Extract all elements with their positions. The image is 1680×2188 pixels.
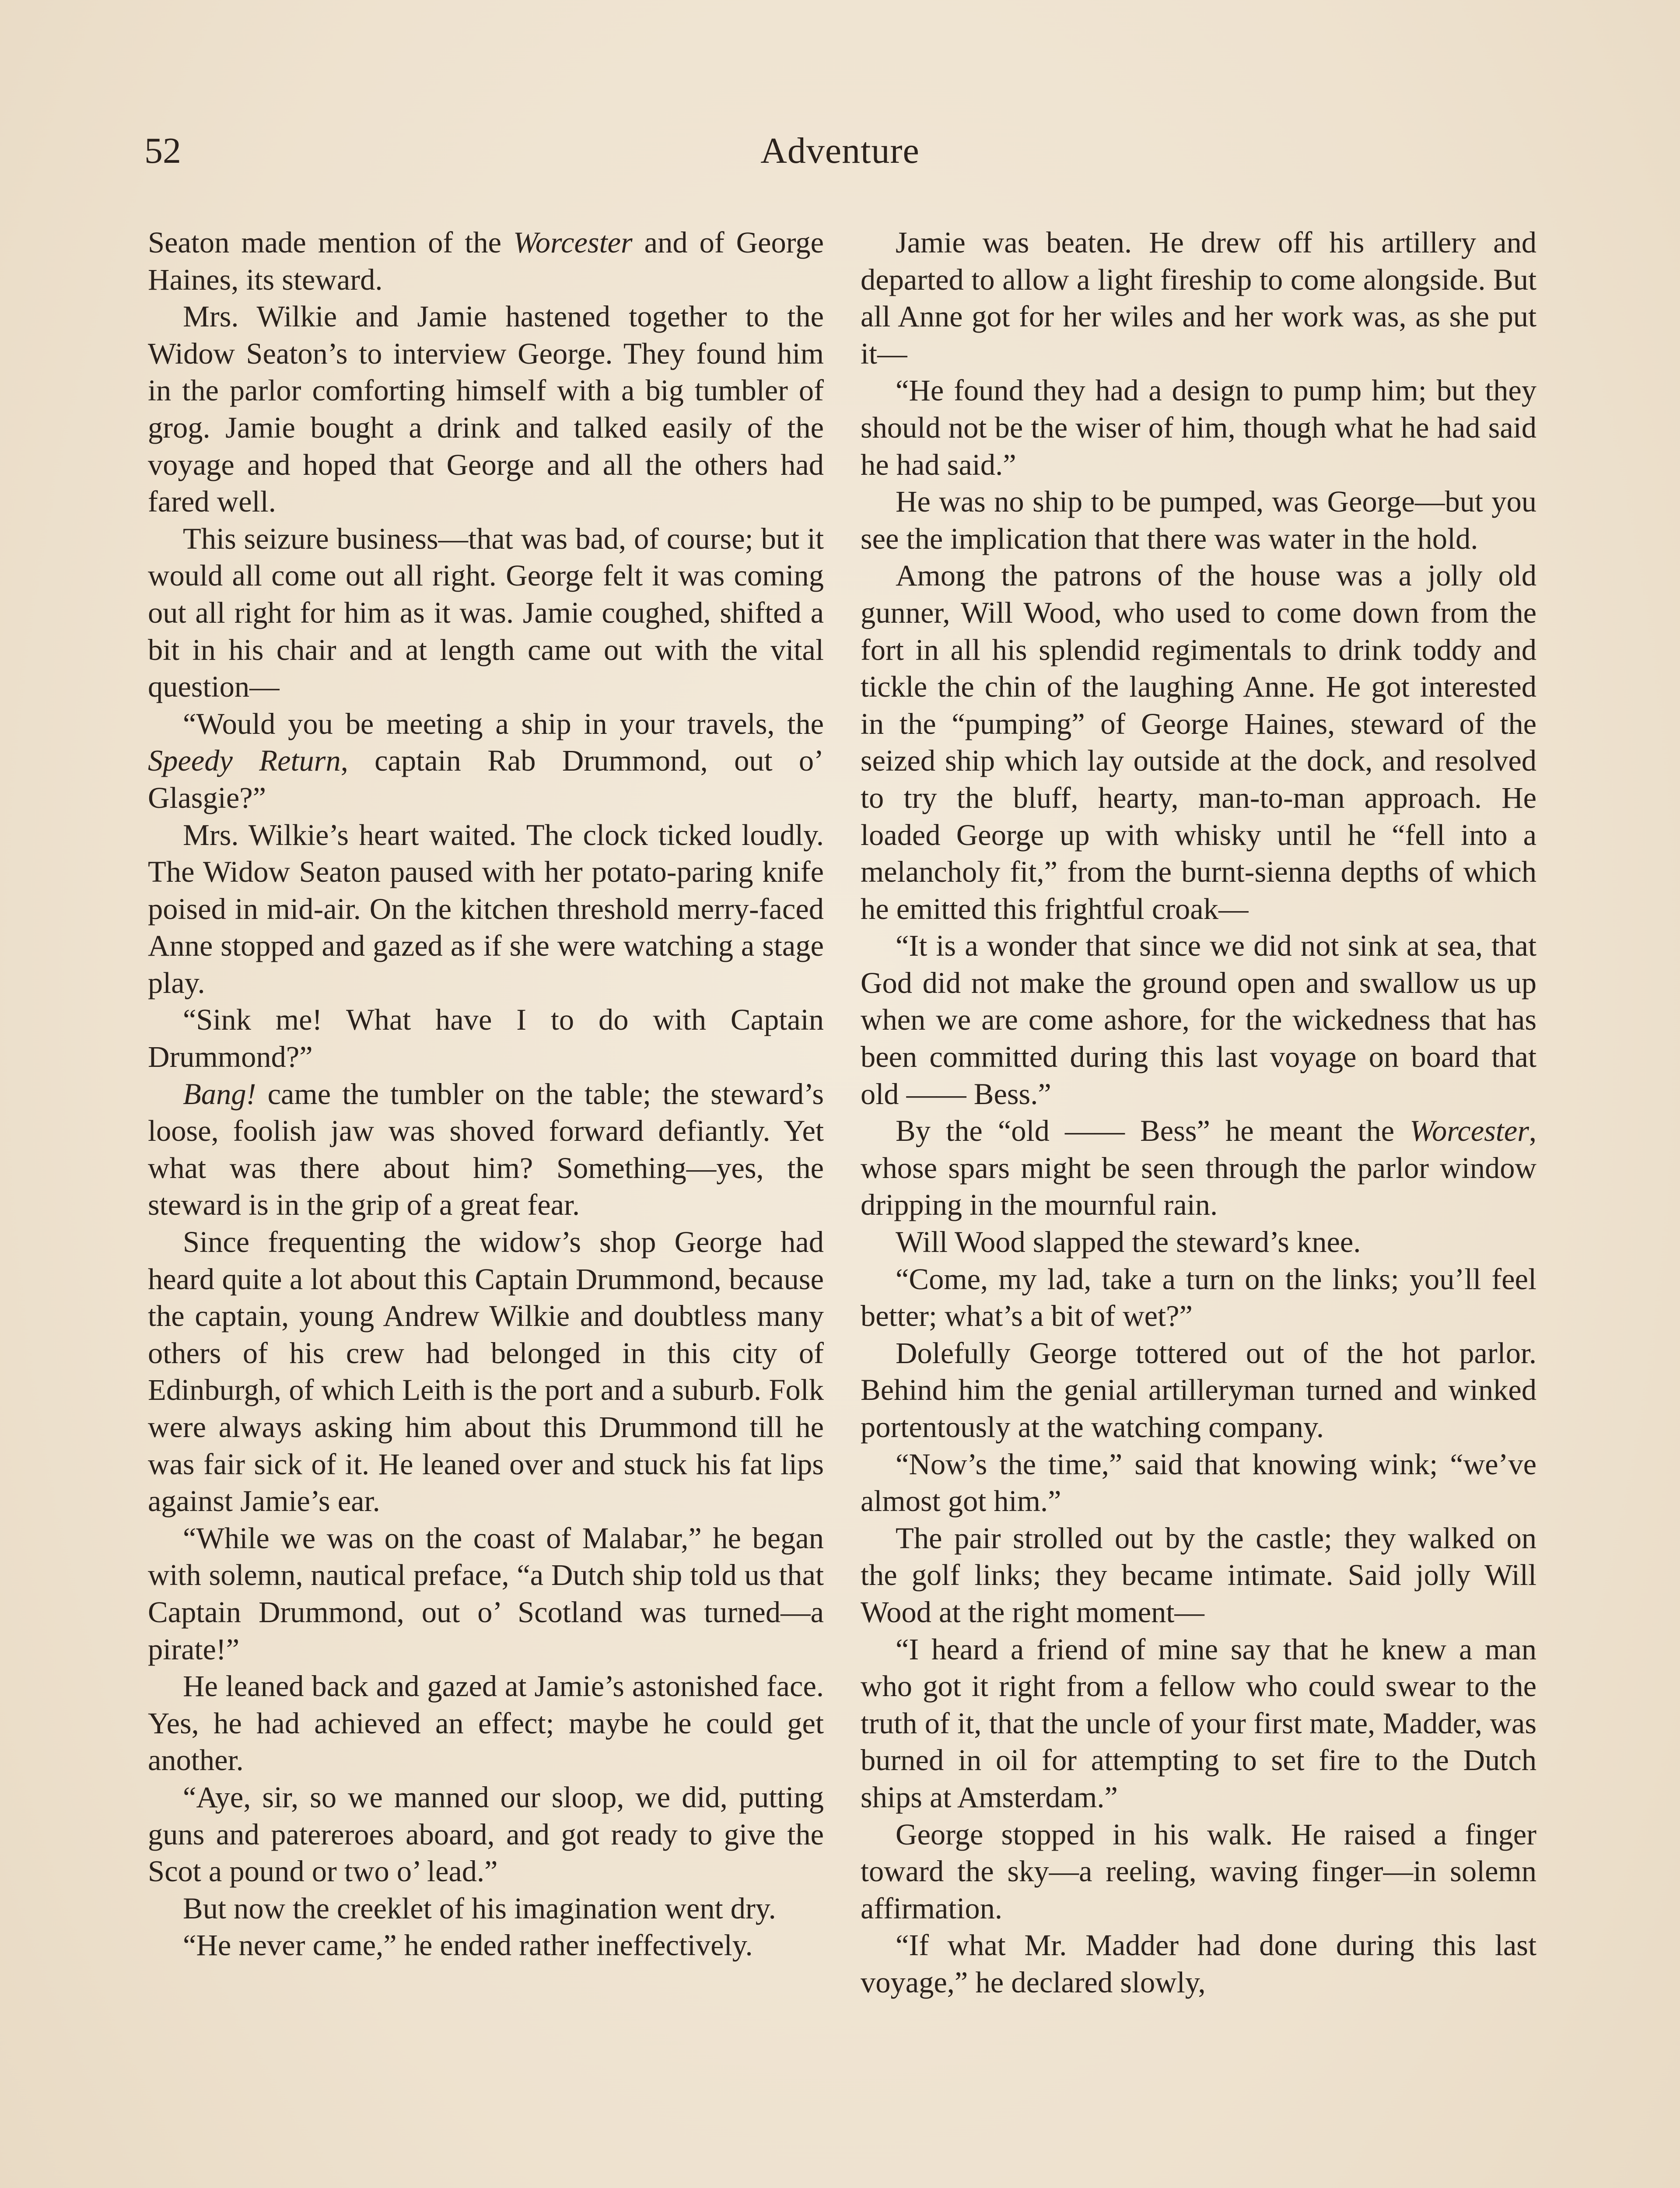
- paragraph: [861, 927, 1536, 1112]
- text-run: But now the creeklet of his imagination went dry.: [183, 1891, 776, 1925]
- paragraph: [148, 1890, 824, 1927]
- paragraph: [148, 1779, 824, 1890]
- paragraph: [148, 1001, 824, 1075]
- paragraph: [148, 298, 824, 520]
- paragraph: [861, 1631, 1536, 1816]
- text-run: Mrs. Wilkie’s heart waited. The clock ticked loudly. The Widow Seaton paused with her potato-paring knife poised in mid-air. On the kitchen threshold merry-faced Anne stopped and gazed as if she were watching a stage play.: [148, 818, 824, 999]
- italic-text: Bang!: [183, 1077, 256, 1111]
- paragraph: [148, 224, 824, 298]
- text-run: Since frequenting the widow’s shop George had heard quite a lot about this Captain Drummond, because the captain, young Andrew Wilkie and doubtless many others of his crew had belonged in this city of Edinburgh, of which Leith is the port and a suburb. Folk were always asking him about this Drummond till he was fair sick of it. He leaned over and stuck his fat lips against Jamie’s ear.: [148, 1225, 824, 1518]
- paragraph: [861, 1261, 1536, 1335]
- text-run: , captain Rab Drummond, out o’ Glasgie?”: [148, 744, 824, 814]
- text-run: “While we was on the coast of Malabar,” he began with solemn, nautical preface, “a Dutch ship told us that Captain Drummond, out o’ Scotland was turned—a pirate!”: [148, 1521, 824, 1666]
- text-run: “Would you be meeting a ship in your travels, the: [183, 707, 824, 740]
- text-run: “Sink me! What have I to do with Captain Drummond?”: [148, 1003, 824, 1074]
- paragraph: [148, 1076, 824, 1224]
- paragraph: [861, 1224, 1536, 1261]
- text-run: The pair strolled out by the castle; they walked on the golf links; they became intimate. Said jolly Will Wood at the right moment—: [861, 1521, 1536, 1629]
- page-header: [144, 127, 1536, 179]
- left-text-column: [148, 224, 824, 1964]
- page-number: 52: [144, 130, 181, 171]
- paragraph: [148, 520, 824, 705]
- text-run: He was no ship to be pumped, was George—but you see the implication that there was water in the hold.: [861, 485, 1536, 555]
- paragraph: [861, 1927, 1536, 2001]
- text-run: “It is a wonder that since we did not sink at sea, that God did not make the ground open and swallow us up when we are come ashore, for the wickedness that has been committed during this last voyage on board that old —— Bess.”: [861, 929, 1536, 1111]
- paragraph: [861, 1446, 1536, 1520]
- running-title: Adventure: [760, 130, 920, 171]
- text-run: “If what Mr. Madder had done during this last voyage,” he declared slowly,: [861, 1929, 1536, 1999]
- text-run: He leaned back and gazed at Jamie’s astonished face. Yes, he had achieved an effect; maybe he could get another.: [148, 1669, 824, 1777]
- text-run: Will Wood slapped the steward’s knee.: [896, 1225, 1361, 1259]
- paragraph: [148, 1927, 824, 1964]
- text-run: came the tumbler on the table; the steward’s loose, foolish jaw was shoved forward defiantly. Yet what was there about him? Something—yes, the steward is in the grip of a great fear.: [148, 1077, 824, 1222]
- text-run: Jamie was beaten. He drew off his artillery and departed to allow a light fireship to come alongside. But all Anne got for her wiles and her work was, as she put it—: [861, 226, 1536, 370]
- text-run: George stopped in his walk. He raised a finger toward the sky—a reeling, waving finger—in solemn affirmation.: [861, 1817, 1536, 1925]
- paragraph: [861, 224, 1536, 372]
- paragraph: [861, 557, 1536, 927]
- text-run: By the “old —— Bess” he meant the: [896, 1114, 1410, 1148]
- italic-text: Worcester: [513, 226, 633, 259]
- text-run: “He found they had a design to pump him; but they should not be the wiser of him, though what he had said he had said.”: [861, 374, 1536, 481]
- italic-text: Speedy Return: [148, 744, 341, 778]
- paragraph: [861, 1112, 1536, 1224]
- text-run: “Now’s the time,” said that knowing wink; “we’ve almost got him.”: [861, 1447, 1536, 1518]
- paragraph: [148, 1520, 824, 1668]
- paragraph: [148, 1224, 824, 1520]
- paragraph: [861, 483, 1536, 557]
- paragraph: [148, 1668, 824, 1779]
- text-run: “Aye, sir, so we manned our sloop, we did, putting guns and patereroes aboard, and got ready to give the Scot a pound or two o’ lead.”: [148, 1780, 824, 1888]
- paragraph: [861, 1335, 1536, 1446]
- text-run: “He never came,” he ended rather ineffectively.: [183, 1929, 753, 1962]
- paragraph: [861, 1520, 1536, 1631]
- italic-text: Worcester: [1410, 1114, 1529, 1148]
- text-run: Mrs. Wilkie and Jamie hastened together to the Widow Seaton’s to interview George. They found him in the parlor comforting himself with a big tumbler of grog. Jamie bought a drink and talked easily of the voyage and hoped that George and all the others had fared well.: [148, 300, 824, 519]
- text-run: , whose spars might be seen through the parlor window dripping in the mournful rain.: [861, 1114, 1536, 1222]
- right-text-column: [861, 224, 1536, 2001]
- text-run: Among the patrons of the house was a jolly old gunner, Will Wood, who used to come down from the fort in all his splendid regimentals to drink toddy and tickle the chin of the laughing Anne. He got interested in the “pumping” of George Haines, steward of the seized ship which lay outside at the dock, and resolved to try the bluff, hearty, man-to-man approach. He loaded George up with whisky until he “fell into a melancholy fit,” from the burnt-sienna depths of which he emitted this frightful croak—: [861, 559, 1536, 926]
- paragraph: [148, 705, 824, 817]
- paragraph: [861, 372, 1536, 483]
- text-run: Dolefully George tottered out of the hot parlor. Behind him the genial artilleryman turned and winked portentously at the watching company.: [861, 1336, 1536, 1444]
- text-run: and of George Haines, its steward.: [148, 226, 824, 296]
- paragraph: [861, 1816, 1536, 1927]
- paragraph: [148, 817, 824, 1002]
- text-run: This seizure business—that was bad, of course; but it would all come out all right. George felt it was coming out all right for him as it was. Jamie coughed, shifted a bit in his chair and at length came out with the vital question—: [148, 522, 824, 704]
- text-run: “I heard a friend of mine say that he knew a man who got it right from a fellow who could swear to the truth of it, that the uncle of your first mate, Madder, was burned in oil for attempting to set fire to the Dutch ships at Amsterdam.”: [861, 1632, 1536, 1814]
- text-run: “Come, my lad, take a turn on the links; you’ll feel better; what’s a bit of wet?”: [861, 1262, 1536, 1333]
- text-run: Seaton made mention of the: [148, 226, 513, 259]
